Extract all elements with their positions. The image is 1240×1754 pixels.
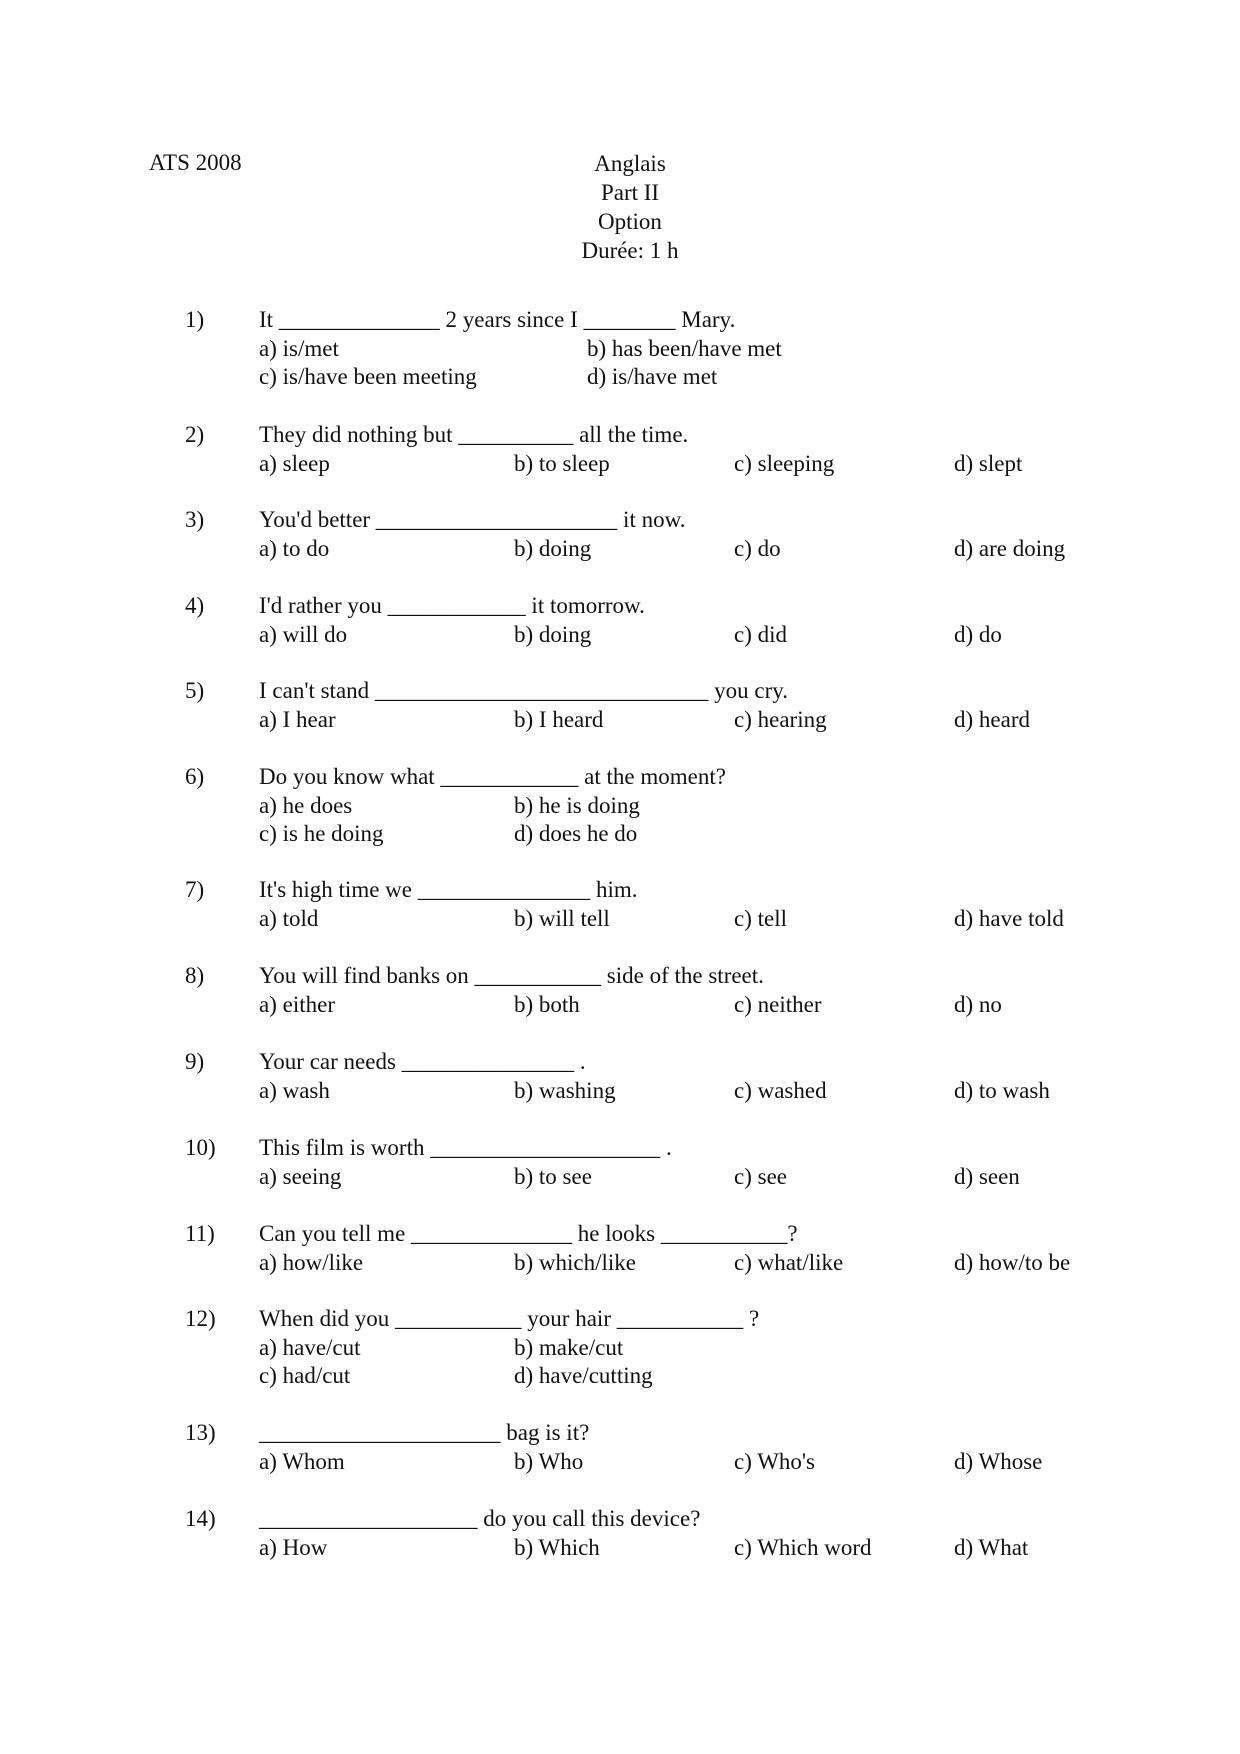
exam-title: ATS 2008 [149, 150, 242, 175]
question-stem: They did nothing but __________ all the time. [259, 422, 689, 447]
answer-option-d: d) how/to be [954, 1250, 1071, 1275]
question-number: 7) [185, 877, 205, 902]
answer-option-b: b) doing [514, 536, 592, 561]
answer-option-a: a) Whom [259, 1449, 345, 1474]
question-stem: This film is worth ____________________ . [259, 1135, 672, 1160]
answer-option-c: c) see [734, 1164, 787, 1189]
answer-option-d: d) What [954, 1535, 1029, 1560]
answer-option-d: d) to wash [954, 1078, 1050, 1103]
answer-option-b: b) will tell [514, 906, 610, 931]
question-number: 10) [185, 1135, 216, 1160]
answer-option-a: a) seeing [259, 1164, 342, 1189]
answer-option-b: b) I heard [514, 707, 604, 732]
answer-option-a: a) told [259, 906, 319, 931]
question-number: 9) [185, 1049, 205, 1074]
question-number: 13) [185, 1420, 216, 1445]
answer-option-c: c) Which word [734, 1535, 872, 1560]
part: Part II [600, 180, 660, 205]
answer-option-a: a) is/met [259, 336, 339, 361]
answer-option-b: b) make/cut [514, 1335, 624, 1360]
subject: Anglais [594, 151, 666, 176]
answer-option-c: c) is he doing [259, 821, 384, 846]
answer-option-b: b) has been/have met [587, 336, 782, 361]
answer-option-c: c) Who's [734, 1449, 816, 1474]
question-stem: Your car needs _______________ . [259, 1049, 586, 1074]
answer-option-c: c) neither [734, 992, 822, 1017]
answer-option-d: d) Whose [954, 1449, 1043, 1474]
question-number: 4) [185, 593, 205, 618]
answer-option-b: b) to see [514, 1164, 592, 1189]
answer-option-a: a) he does [259, 793, 353, 818]
question-number: 1) [185, 307, 205, 332]
answer-option-d: d) are doing [954, 536, 1066, 561]
question-number: 8) [185, 963, 205, 988]
question-stem: It ______________ 2 years since I ________ Mary. [259, 307, 736, 332]
question-stem: _____________________ bag is it? [259, 1420, 590, 1445]
answer-option-c: c) sleeping [734, 451, 835, 476]
question-number: 11) [185, 1221, 215, 1246]
answer-option-a: a) will do [259, 622, 348, 647]
answer-option-a: a) either [259, 992, 335, 1017]
question-stem: Can you tell me ______________ he looks ___________? [259, 1221, 798, 1246]
answer-option-d: d) have told [954, 906, 1064, 931]
answer-option-c: c) did [734, 622, 788, 647]
answer-option-b: b) he is doing [514, 793, 640, 818]
answer-option-d: d) does he do [514, 821, 638, 846]
duration: Durée: 1 h [581, 238, 679, 263]
answer-option-b: b) to sleep [514, 451, 610, 476]
answer-option-d: d) slept [954, 451, 1023, 476]
question-number: 14) [185, 1506, 216, 1531]
answer-option-b: b) washing [514, 1078, 616, 1103]
answer-option-c: c) hearing [734, 707, 827, 732]
answer-option-c: c) tell [734, 906, 787, 931]
answer-option-a: a) sleep [259, 451, 330, 476]
question-number: 2) [185, 422, 205, 447]
question-stem: You'd better _____________________ it now. [259, 507, 686, 532]
answer-option-a: a) how/like [259, 1250, 364, 1275]
question-stem: Do you know what ____________ at the moment? [259, 764, 726, 789]
answer-option-d: d) heard [954, 707, 1030, 732]
answer-option-b: b) which/like [514, 1250, 636, 1275]
question-number: 3) [185, 507, 205, 532]
question-number: 5) [185, 678, 205, 703]
option: Option [598, 209, 662, 234]
question-stem: You will find banks on ___________ side of the street. [259, 963, 764, 988]
question-stem: I can't stand _____________________________ you cry. [259, 678, 789, 703]
answer-option-d: d) seen [954, 1164, 1020, 1189]
answer-option-c: c) do [734, 536, 781, 561]
answer-option-c: c) what/like [734, 1250, 844, 1275]
answer-option-a: a) have/cut [259, 1335, 361, 1360]
question-stem: ___________________ do you call this device? [259, 1506, 701, 1531]
answer-option-d: d) have/cutting [514, 1363, 653, 1388]
answer-option-a: a) to do [259, 536, 330, 561]
answer-option-a: a) wash [259, 1078, 330, 1103]
answer-option-d: d) no [954, 992, 1002, 1017]
question-stem: When did you ___________ your hair ___________ ? [259, 1306, 760, 1331]
question-stem: I'd rather you ____________ it tomorrow. [259, 593, 645, 618]
answer-option-c: c) is/have been meeting [259, 364, 477, 389]
question-stem: It's high time we _______________ him. [259, 877, 638, 902]
answer-option-b: b) Which [514, 1535, 600, 1560]
question-number: 12) [185, 1306, 216, 1331]
answer-option-d: d) is/have met [587, 364, 718, 389]
answer-option-b: b) both [514, 992, 580, 1017]
answer-option-d: d) do [954, 622, 1002, 647]
answer-option-b: b) doing [514, 622, 592, 647]
question-number: 6) [185, 764, 205, 789]
answer-option-a: a) How [259, 1535, 328, 1560]
answer-option-b: b) Who [514, 1449, 584, 1474]
answer-option-c: c) washed [734, 1078, 827, 1103]
answer-option-c: c) had/cut [259, 1363, 351, 1388]
answer-option-a: a) I hear [259, 707, 336, 732]
header-block [520, 149, 740, 265]
